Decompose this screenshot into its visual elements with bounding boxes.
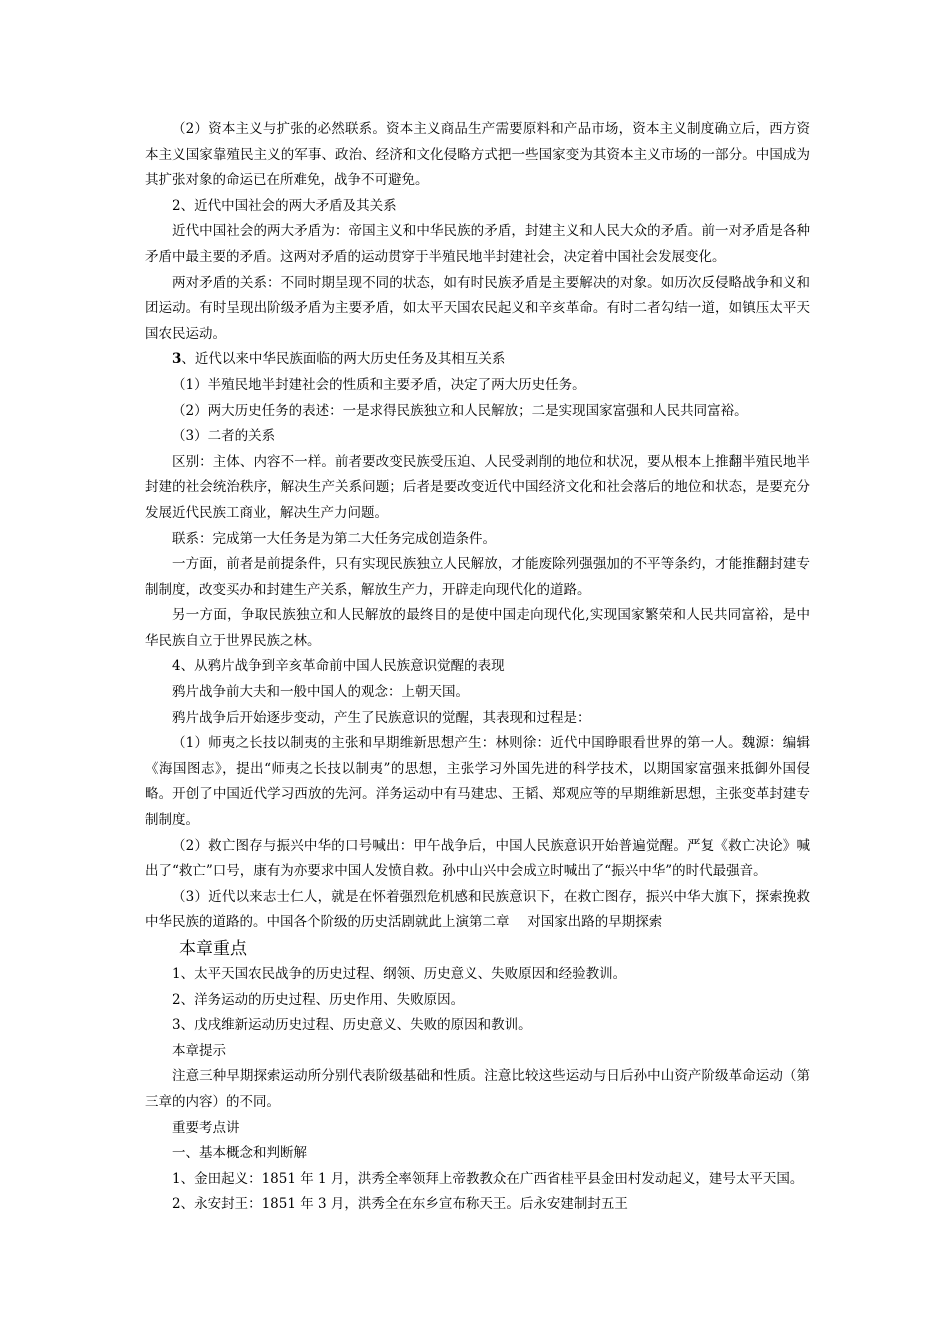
section-number: 3 — [172, 351, 182, 368]
paragraph-task-1: （1）半殖民地半封建社会的性质和主要矛盾，决定了两大历史任务。 — [172, 376, 586, 393]
concept-jintian-uprising: 1、金田起义：1851 年 1 月，洪秀全率领拜上帝教教众在广西省桂平县金田村发动起义，建号太平天国。 — [172, 1170, 804, 1187]
section-heading-national-awareness: 4、从鸦片战争到辛亥革命前中国人民族意识觉醒的表现 — [172, 658, 505, 675]
basic-concepts-subheading: 一、基本概念和判断解 — [172, 1145, 307, 1162]
paragraph-task-3: （3）二者的关系 — [172, 428, 276, 445]
paragraph-connection: 联系：完成第一大任务是为第二大任务完成创造条件。 — [172, 530, 496, 547]
paragraph-difference: 区别：主体、内容不一样。前者要改变民族受压迫、人民受剥削的地位和状况，要从根本上推翻半殖民地半封建的社会统治秩序，解决生产关系问题；后者是要改变近代中国经济文化和社会落后的地位和状态，是要充分发展近代民族工商业，解决生产力问题。 — [145, 453, 810, 521]
document-page — [145, 117, 810, 1218]
paragraph-two-contradictions: 近代中国社会的两大矛盾为：帝国主义和中华民族的矛盾，封建主义和人民大众的矛盾。前一对矛盾是各种矛盾中最主要的矛盾。这两对矛盾的运动贯穿于半殖民地半封建社会，决定着中国社会发展变化。 — [145, 223, 810, 265]
important-points-title: 重要考点讲 — [172, 1119, 240, 1136]
chapter-tips-title: 本章提示 — [172, 1042, 226, 1059]
section-heading-two-contradictions: 2、近代中国社会的两大矛盾及其关系 — [172, 197, 397, 214]
paragraph-other-side: 另一方面，争取民族独立和人民解放的最终目的是使中国走向现代化,实现国家繁荣和人民共同富裕，是中华民族自立于世界民族之林。 — [145, 607, 810, 649]
paragraph-awareness-3: （3）近代以来志士仁人，就是在怀着强烈危机感和民族意识下，在救亡图存，振兴中华大旗下，探索挽救中华民族的道路的。中国各个阶级的历史活剧就此上演第二章 对国家出路的早期探索 — [145, 888, 810, 931]
section-heading-two-tasks — [145, 347, 810, 373]
chapter-tips-text: 注意三种早期探索运动所分别代表阶级基础和性质。注意比较这些运动与日后孙中山资产阶级革命运动（第三章的内容）的不同。 — [145, 1068, 810, 1110]
paragraph-one-side: 一方面，前者是前提条件，只有实现民族独立人民解放，才能废除列强强加的不平等条约，才能推翻封建专制制度，改变买办和封建生产关系，解放生产力，开辟走向现代化的道路。 — [145, 556, 810, 598]
chapter-key-points-heading: 本章重点 — [179, 939, 247, 959]
paragraph-contradiction-relations: 两对矛盾的关系：不同时期呈现不同的状态，如有时民族矛盾是主要解决的对象。如历次反侵略战争和义和团运动。有时呈现出阶级矛盾为主要矛盾，如太平天国农民起义和辛亥革命。有时二者勾结一道，如镇压太平天国农民运动。 — [145, 274, 810, 342]
key-point-2: 2、洋务运动的历史过程、历史作用、失败原因。 — [172, 991, 465, 1008]
key-point-1: 1、太平天国农民战争的历史过程、纲领、历史意义、失败原因和经验教训。 — [172, 966, 627, 982]
section-heading-text: 、近代以来中华民族面临的两大历史任务及其相互关系 — [181, 351, 506, 368]
concept-yongan-kings: 2、永安封王：1851 年 3 月，洪秀全在东乡宣布称天王。后永安建制封五王 — [172, 1196, 628, 1213]
paragraph-capitalism-expansion: （2）资本主义与扩张的必然联系。资本主义商品生产需要原料和产品市场，资本主义制度确立后，西方资本主义国家靠殖民主义的军事、政治、经济和文化侵略方式把一些国家变为其资本主义市场的一部分。中国成为其扩张对象的命运已在所难免，战争不可避免。 — [145, 121, 810, 189]
paragraph-after-opium-war: 鸦片战争后开始逐步变动，产生了民族意识的觉醒，其表现和过程是： — [172, 709, 591, 726]
paragraph-awareness-1: （1）师夷之长技以制夷的主张和早期维新思想产生：林则徐：近代中国睁眼看世界的第一人。魏源：编辑《海国图志》，提出“师夷之长技以制夷”的思想，主张学习外国先进的科学技术，以期国家富强来抵御外国侵略。开创了中国近代学习西放的先河。洋务运动中有马建忠、王韬、郑观应等的早期维新思想，主张变革封建专制制度。 — [145, 735, 810, 829]
paragraph-task-2: （2）两大历史任务的表述：一是求得民族独立和人民解放；二是实现国家富强和人民共同富裕。 — [172, 402, 748, 419]
paragraph-before-opium-war: 鸦片战争前大夫和一般中国人的观念：上朝天国。 — [172, 684, 469, 701]
paragraph-awareness-2: （2）救亡图存与振兴中华的口号喊出：甲午战争后，中国人民族意识开始普遍觉醒。严复《救亡决论》喊出了“救亡”口号，康有为亦要求中国人发愤自救。孙中山兴中会成立时喊出了“振兴中华”的时代最强音。 — [145, 837, 810, 880]
key-point-3: 3、戊戌维新运动历史过程、历史意义、失败的原因和教训。 — [172, 1017, 532, 1034]
